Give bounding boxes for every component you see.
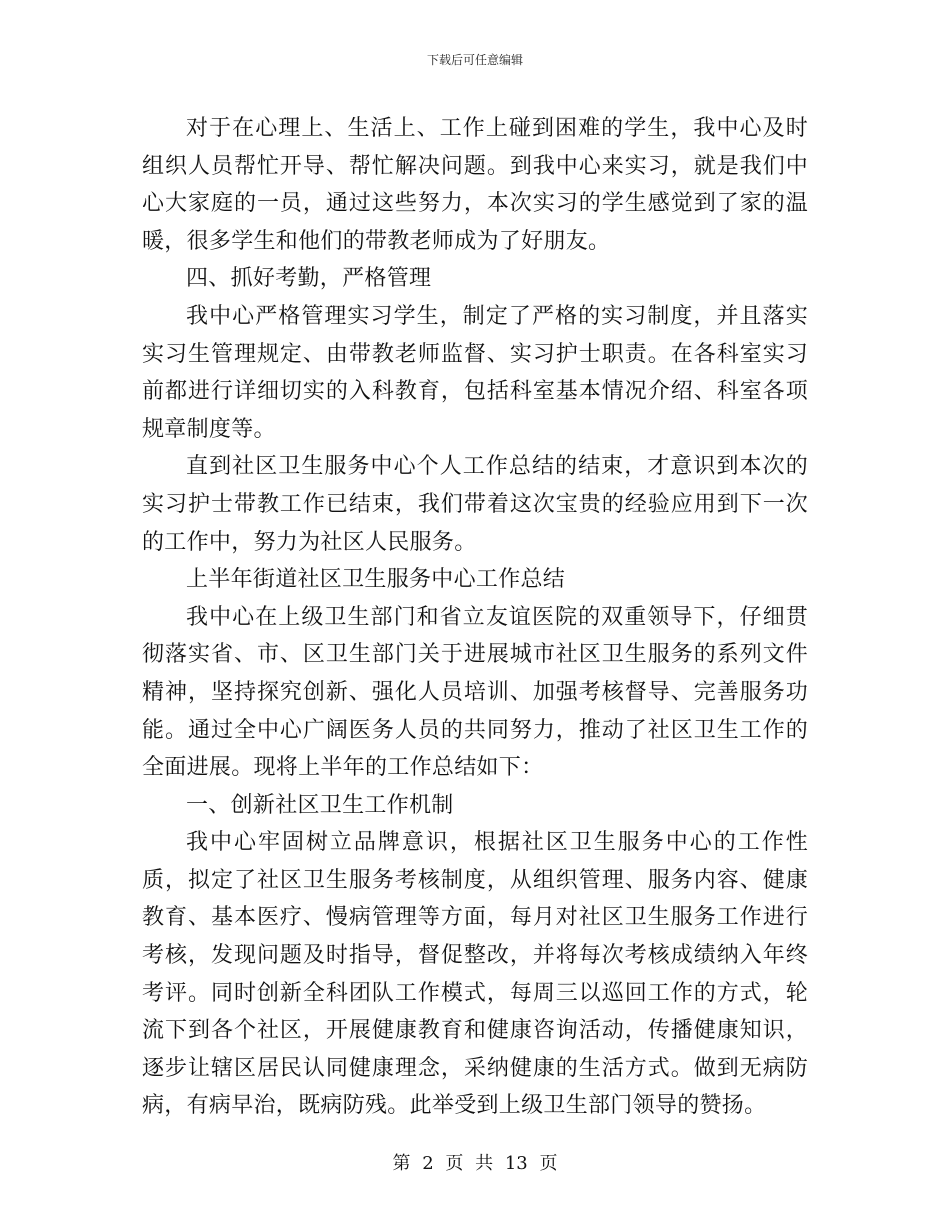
page-number: 第 2 页 共 13 页	[392, 1153, 558, 1174]
section-heading-attendance: 四、抓好考勤，严格管理	[186, 266, 432, 292]
paragraph-management: 我中心严格管理实习学生，制定了严格的实习制度，并且落实实习生管理规定、由带教老师监督、实习护士职责。在各科室实习前都进行详细切实的入科教育，包括科室基本情况介绍、科室各项规章制度等。	[142, 303, 808, 442]
section-heading-mechanism: 一、创新社区卫生工作机制	[186, 792, 454, 818]
page-header-note: 下载后可任意编辑	[426, 53, 523, 67]
paragraph-student-support: 对于在心理上、生活上、工作上碰到困难的学生，我中心及时组织人员帮忙开导、帮忙解决问题。到我中心来实习，就是我们中心大家庭的一员，通过这些努力，本次实习的学生感觉到了家的温暖，很多学生和他们的带教老师成为了好朋友。	[142, 116, 808, 254]
paragraph-conclusion: 直到社区卫生服务中心个人工作总结的结束，才意识到本次的实习护士带教工作已结束，我们带着这次宝贵的经验应用到下一次的工作中，努力为社区人民服务。	[142, 454, 808, 555]
paragraph-overview: 我中心在上级卫生部门和省立友谊医院的双重领导下，仔细贯彻落实省、市、区卫生部门关于进展城市社区卫生服务的系列文件精神，坚持探究创新、强化人员培训、加强考核督导、完善服务功能。通过全中心广阔医务人员的共同努力，推动了社区卫生工作的全面进展。现将上半年的工作总结如下：	[142, 604, 808, 781]
paragraph-brand-awareness: 我中心牢固树立品牌意识，根据社区卫生服务中心的工作性质，拟定了社区卫生服务考核制度，从组织管理、服务内容、健康教育、基本医疗、慢病管理等方面，每月对社区卫生服务工作进行考核，发现问题及时指导，督促整改，并将每次考核成绩纳入年终考评。同时创新全科团队工作模式，每周三以巡回工作的方式，轮流下到各个社区，开展健康教育和健康咨询活动，传播健康知识，逐步让辖区居民认同健康理念，采纳健康的生活方式。做到无病防病，有病早治，既病防残。此举受到上级卫生部门领导的赞扬。	[142, 830, 808, 1119]
document-subtitle: 上半年街道社区卫生服务中心工作总结	[186, 567, 566, 593]
document-body	[142, 110, 808, 1125]
